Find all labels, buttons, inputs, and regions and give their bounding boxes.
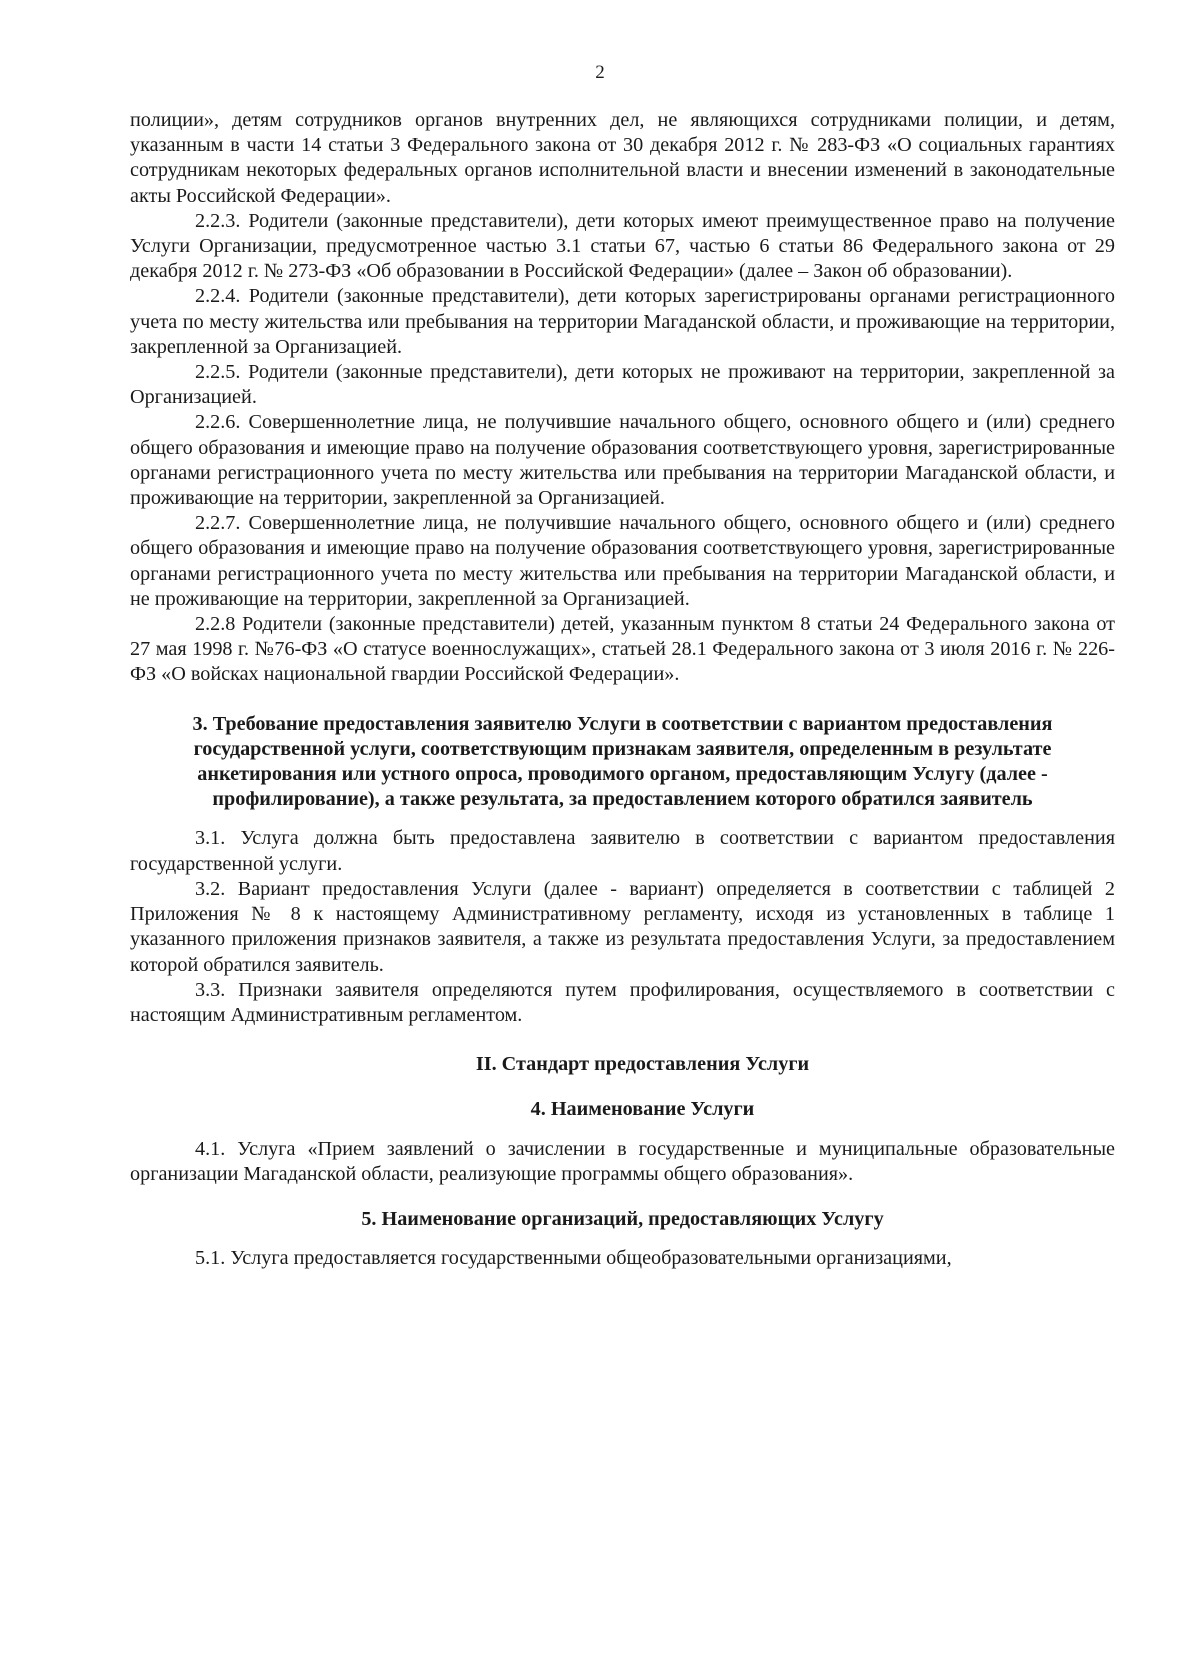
spacer [130,1123,1115,1137]
paragraph-3-3: 3.3. Признаки заявителя определяются путем профилирования, осуществляемого в соответствии с настоящим Административным регламентом. [130,978,1115,1026]
paragraph-2-2-7: 2.2.7. Совершеннолетние лица, не получившие начального общего, основного общего и (или) среднего общего образования и имеющие право на получение образования соответствующего уровня, зарегистрированные органами регистрационного учета по месту жительства или пребывания на территории Магаданской области, и не проживающие на территории, закрепленной за Организацией. [130,512,1115,610]
spacer [130,812,1115,826]
part-2-heading: II. Стандарт предоставления Услуги [475,1053,810,1076]
spacer [130,1077,1115,1097]
paragraph-3-2: 3.2. Вариант предоставления Услуги (далее - вариант) определяется в соответствии с таблицей 2 Приложения № 8 к настоящему Административному регламенту, исходя из установленных в таблице 1 указанного приложения признаков заявителя, а также из результата предоставления Услуги, за предоставлением которой обратился заявитель. [130,877,1115,976]
spacer [130,1187,1115,1207]
spacer [130,688,1115,712]
paragraph-2-2-5: 2.2.5. Родители (законные представители), дети которых не проживают на территории, закрепленной за Организацией. [130,361,1115,409]
spacer [130,1028,1115,1052]
paragraph-3-1: 3.1. Услуга должна быть предоставлена заявителю в соответствии с вариантом предоставления государственной услуги. [130,827,1115,875]
paragraph-4-1: 4.1. Услуга «Прием заявлений о зачислении в государственные и муниципальные образовательные организации Магаданской области, реализующие программы общего образования». [130,1137,1115,1185]
paragraph-2-2-3: 2.2.3. Родители (законные представители), дети которых имеют преимущественное право на получение Услуги Организации, предусмотренное частью 3.1 статьи 67, частью 6 статьи 86 Федерального закона от 29 декабря 2012 г. № 273-ФЗ «Об образовании в Российской Федерации» (далее – Закон об образовании). [130,209,1115,283]
paragraph-5-1: 5.1. Услуга предоставляется государственными общеобразовательными организациями, [195,1247,952,1270]
paragraph-2-2-4: 2.2.4. Родители (законные представители), дети которых зарегистрированы органами регистрационного учета по месту жительства или пребывания на территории Магаданской области, и проживающие на территории, закрепленной за Организацией. [130,285,1115,358]
paragraph-2-2-8: 2.2.8 Родители (законные представители) детей, указанным пунктом 8 статьи 24 Федерального закона от 27 мая 1998 г. №76-ФЗ «О статусе военнослужащих», статьей 28.1 Федерального закона от 3 июля 2016 г. № 226-ФЗ «О войсках национальной гвардии Российской Федерации». [130,613,1115,686]
spacer [130,1232,1115,1246]
paragraph-2-2-6: 2.2.6. Совершеннолетние лица, не получившие начального общего, основного общего и (или) среднего общего образования и имеющие право на получение образования соответствующего уровня, зарегистрированные органами регистрационного учета по месту жительства или пребывания на территории Магаданской области, и проживающие на территории, закрепленной за Организацией. [130,411,1115,510]
page-number: 2 [595,62,605,83]
section-4-heading: 4. Наименование Услуги [530,1098,755,1121]
paragraph-continuation: полиции», детям сотрудников органов внутренних дел, не являющихся сотрудниками полиции, и детям, указанным в части 14 статьи 3 Федерального закона от 30 декабря 2012 г. № 283-ФЗ «О социальных гарантиях сотрудникам некоторых федеральных органов исполнительной власти и внесении изменений в законодательные акты Российской Федерации». [130,109,1115,207]
section-5-heading: 5. Наименование организаций, предоставляющих Услугу [361,1207,884,1230]
section-3-heading: 3. Требование предоставления заявителю Услуги в соответствии с вариантом предоставления государственной услуги, соответствующим признакам заявителя, определенным в результате анкетирования или устного опроса, проводимого органом, предоставляющим Услугу (далее - профилирование), а также результата, за предоставлением которого обратился заявитель [192,712,1053,811]
document-body [130,108,1115,1271]
